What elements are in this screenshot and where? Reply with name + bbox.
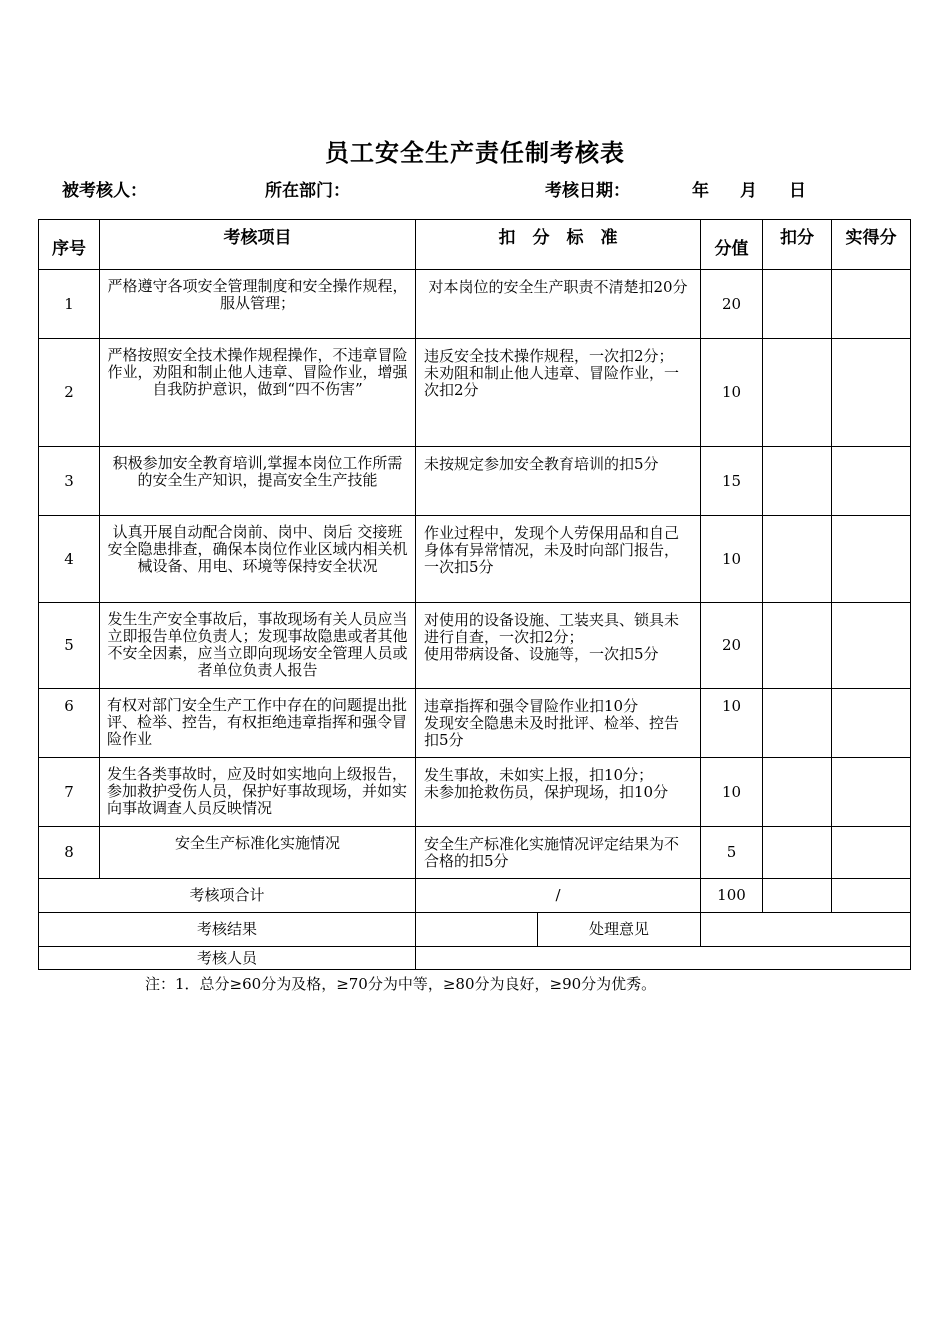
row-actual-cell[interactable]: [832, 339, 911, 447]
header-item: 考核项目: [100, 220, 416, 270]
row-criteria: [416, 339, 701, 447]
row-index: 2: [39, 339, 100, 447]
row-deduct-cell[interactable]: [763, 603, 832, 689]
row-actual-cell[interactable]: [832, 516, 911, 603]
row-index: 5: [39, 603, 100, 689]
row-item: 严格按照安全技术操作规程操作，不违章冒险作业，劝阻和制止他人违章、冒险作业，增强自我防护意识，做到“四不伤害”: [100, 339, 416, 447]
header-index: 序号: [39, 220, 100, 270]
criteria-line: 未参加抢救伤员，保护现场，扣10分: [424, 783, 669, 801]
criteria-line: 违反安全技术操作规程，一次扣2分；: [424, 347, 674, 365]
row-index: 8: [39, 827, 100, 879]
footnote: 注：1．总分≥60分为及格，≥70分为中等，≥80分为良好，≥90分为优秀。: [145, 975, 657, 993]
row-criteria: [416, 758, 701, 827]
row-deduct-cell[interactable]: [763, 270, 832, 339]
total-actual-cell[interactable]: [832, 879, 911, 913]
total-score: 100: [701, 879, 763, 913]
row-actual-cell[interactable]: [832, 827, 911, 879]
criteria-line: 对使用的设备设施、工装夹具、锁具未进行自查，一次扣2分；: [424, 611, 680, 646]
row-score: 10: [701, 758, 763, 827]
table-row: [39, 603, 911, 689]
header-score: 分值: [701, 220, 763, 270]
row-item: 认真开展自动配合岗前、岗中、岗后 交接班安全隐患排查，确保本岗位作业区域内相关机械设备、用电、环境等保持安全状况: [100, 516, 416, 603]
row-deduct-cell[interactable]: [763, 447, 832, 516]
total-label: 考核项合计: [39, 879, 416, 913]
table-row: [39, 827, 911, 879]
row-score: 20: [701, 603, 763, 689]
row-criteria: [416, 447, 701, 516]
table-row: [39, 270, 911, 339]
row-criteria: [416, 827, 701, 879]
row-index: 6: [39, 689, 100, 758]
header-criteria: 扣 分 标 准: [416, 220, 701, 270]
criteria-line: 使用带病设备、设施等，一次扣5分: [424, 645, 659, 663]
date-label: 考核日期：: [545, 181, 630, 201]
row-index: 3: [39, 447, 100, 516]
table-row: [39, 689, 911, 758]
total-criteria: /: [416, 879, 701, 913]
row-deduct-cell[interactable]: [763, 339, 832, 447]
row-criteria: [416, 603, 701, 689]
table-row: [39, 516, 911, 603]
criteria-line: 安全生产标准化实施情况评定结果为不合格的扣5分: [424, 835, 680, 870]
result-table: [38, 912, 911, 970]
opinion-value-cell[interactable]: [701, 913, 911, 947]
assessee-label: 被考核人：: [62, 181, 147, 201]
row-criteria: [416, 689, 701, 758]
total-row: [39, 879, 911, 913]
assessor-label: 考核人员: [39, 947, 416, 970]
assessor-value-cell[interactable]: [416, 947, 911, 970]
criteria-line: 对本岗位的安全生产职责不清楚扣20分: [428, 278, 688, 296]
row-score: 10: [701, 339, 763, 447]
date-month: 月: [740, 181, 757, 201]
assessment-table: [38, 219, 911, 913]
row-criteria: [416, 270, 701, 339]
row-score: 10: [701, 516, 763, 603]
row-actual-cell[interactable]: [832, 689, 911, 758]
row-deduct-cell[interactable]: [763, 689, 832, 758]
row-score: 10: [701, 689, 763, 758]
total-deduct-cell[interactable]: [763, 879, 832, 913]
date-year: 年: [692, 181, 709, 201]
page-title: 员工安全生产责任制考核表: [325, 139, 625, 167]
criteria-line: 未劝阻和制止他人违章、冒险作业，一次扣2分: [424, 364, 680, 399]
result-label: 考核结果: [39, 913, 416, 947]
assessor-row: [39, 947, 911, 970]
table-row: [39, 447, 911, 516]
row-actual-cell[interactable]: [832, 758, 911, 827]
row-item: 发生各类事故时，应及时如实地向上级报告，参加救护受伤人员，保护好事故现场，并如实向事故调查人员反映情况: [100, 758, 416, 827]
row-deduct-cell[interactable]: [763, 516, 832, 603]
row-deduct-cell[interactable]: [763, 827, 832, 879]
date-day: 日: [789, 181, 806, 201]
row-item: 发生生产安全事故后，事故现场有关人员应当立即报告单位负责人；发现事故隐患或者其他不安全因素，应当立即向现场安全管理人员或者单位负责人报告: [100, 603, 416, 689]
result-value-cell[interactable]: [416, 913, 538, 947]
row-deduct-cell[interactable]: [763, 758, 832, 827]
row-actual-cell[interactable]: [832, 603, 911, 689]
row-item: 安全生产标准化实施情况: [100, 827, 416, 879]
header-actual: 实得分: [832, 220, 911, 270]
header-row: [39, 220, 911, 270]
row-score: 15: [701, 447, 763, 516]
department-label: 所在部门：: [265, 181, 350, 201]
row-item: 严格遵守各项安全管理制度和安全操作规程，服从管理；: [100, 270, 416, 339]
criteria-line: 违章指挥和强令冒险作业扣10分: [424, 697, 639, 715]
row-item: 积极参加安全教育培训,掌握本岗位工作所需的安全生产知识，提高安全生产技能: [100, 447, 416, 516]
row-actual-cell[interactable]: [832, 447, 911, 516]
opinion-label: 处理意见: [538, 913, 701, 947]
criteria-line: 作业过程中，发现个人劳保用品和自己身体有异常情况，未及时向部门报告，一次扣5分: [424, 524, 680, 576]
criteria-line: 发现安全隐患未及时批评、检举、控告扣5分: [424, 714, 680, 749]
row-score: 20: [701, 270, 763, 339]
row-index: 7: [39, 758, 100, 827]
row-index: 1: [39, 270, 100, 339]
table-row: [39, 758, 911, 827]
header-deduct: 扣分: [763, 220, 832, 270]
row-criteria: [416, 516, 701, 603]
row-score: 5: [701, 827, 763, 879]
criteria-line: 未按规定参加安全教育培训的扣5分: [424, 455, 659, 473]
row-index: 4: [39, 516, 100, 603]
table-row: [39, 339, 911, 447]
result-row: [39, 913, 911, 947]
row-actual-cell[interactable]: [832, 270, 911, 339]
row-item: 有权对部门安全生产工作中存在的问题提出批评、检举、控告，有权拒绝违章指挥和强令冒险作业: [100, 689, 416, 758]
criteria-line: 发生事故，未如实上报，扣10分；: [424, 766, 654, 784]
